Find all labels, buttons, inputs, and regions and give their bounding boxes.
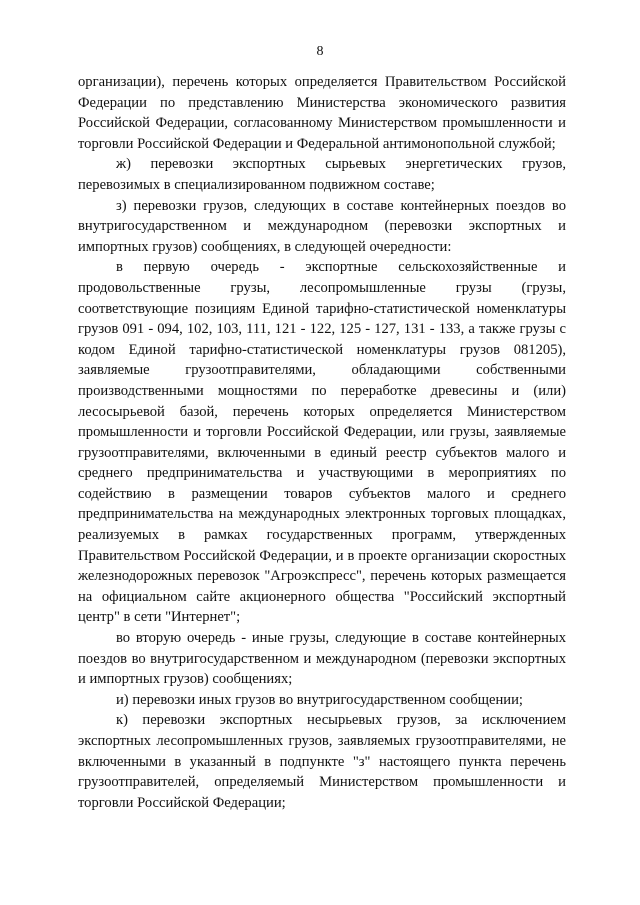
paragraph-item-i: и) перевозки иных грузов во внутригосударственном сообщении; xyxy=(116,691,523,708)
paragraph-first-priority: в первую очередь - экспортные сельскохозяйственные и продовольственные грузы, лесопромышленные грузы (грузы, соответствующие позициям Единой тарифно-статистической номенклатуры грузов 091 - 094, 102, 103, 111, 121 - 122, 125 - 127, 131 - 133, а также грузы с кодом Единой тарифно-статистической номенклатуры грузов 081205), заявляемые грузоотправителями, обладающими собственными производственными мощностями по переработке древесины и (или) лесосырьевой базой, перечень которых определяется Министерством промышленности и торговли Российской Федерации, или грузы, заявляемые грузоотправителями, включенными в единый реестр субъектов малого и среднего предпринимательства и участвующими в мероприятиях по содействию в размещении товаров субъектов малого и среднего предпринимательства на международных электронных торговых площадках, реализуемых в рамках государственных программ, утвержденных Правительством Российской Федерации, и в проекте организации скоростных железнодорожных перевозок "Агроэкспресс", перечень которых размещается на официальном сайте акционерного общества "Российский экспортный центр" в сети "Интернет"; xyxy=(78,259,566,626)
paragraph-item-zh: ж) перевозки экспортных сырьевых энергетических грузов, перевозимых в специализированном подвижном составе; xyxy=(78,156,566,193)
paragraph-item-k: к) перевозки экспортных несырьевых грузов, за исключением экспортных лесопромышленных грузов, заявляемых грузоотправителями, не включенными в указанный в подпункте "з" настоящего пункта перечень грузоотправителей, определяемый Министерством промышленности и торговли Российской Федерации; xyxy=(78,712,566,811)
paragraph-continuation: организации), перечень которых определяется Правительством Российской Федерации по представлению Министерства экономического развития Российской Федерации, согласованному Министерством промышленности и торговли Российской Федерации и Федеральной антимонопольной службой; xyxy=(78,74,566,152)
paragraph-item-z: з) перевозки грузов, следующих в составе контейнерных поездов во внутригосударственном и международном (перевозки экспортных и импортных грузов) сообщениях, в следующей очередности: xyxy=(78,197,566,255)
paragraph-second-priority: во вторую очередь - иные грузы, следующие в составе контейнерных поездов во внутригосударственном и международном (перевозки экспортных и импортных грузов) сообщениях; xyxy=(78,630,566,688)
document-body xyxy=(78,72,566,813)
page-number: 8 xyxy=(316,44,324,59)
